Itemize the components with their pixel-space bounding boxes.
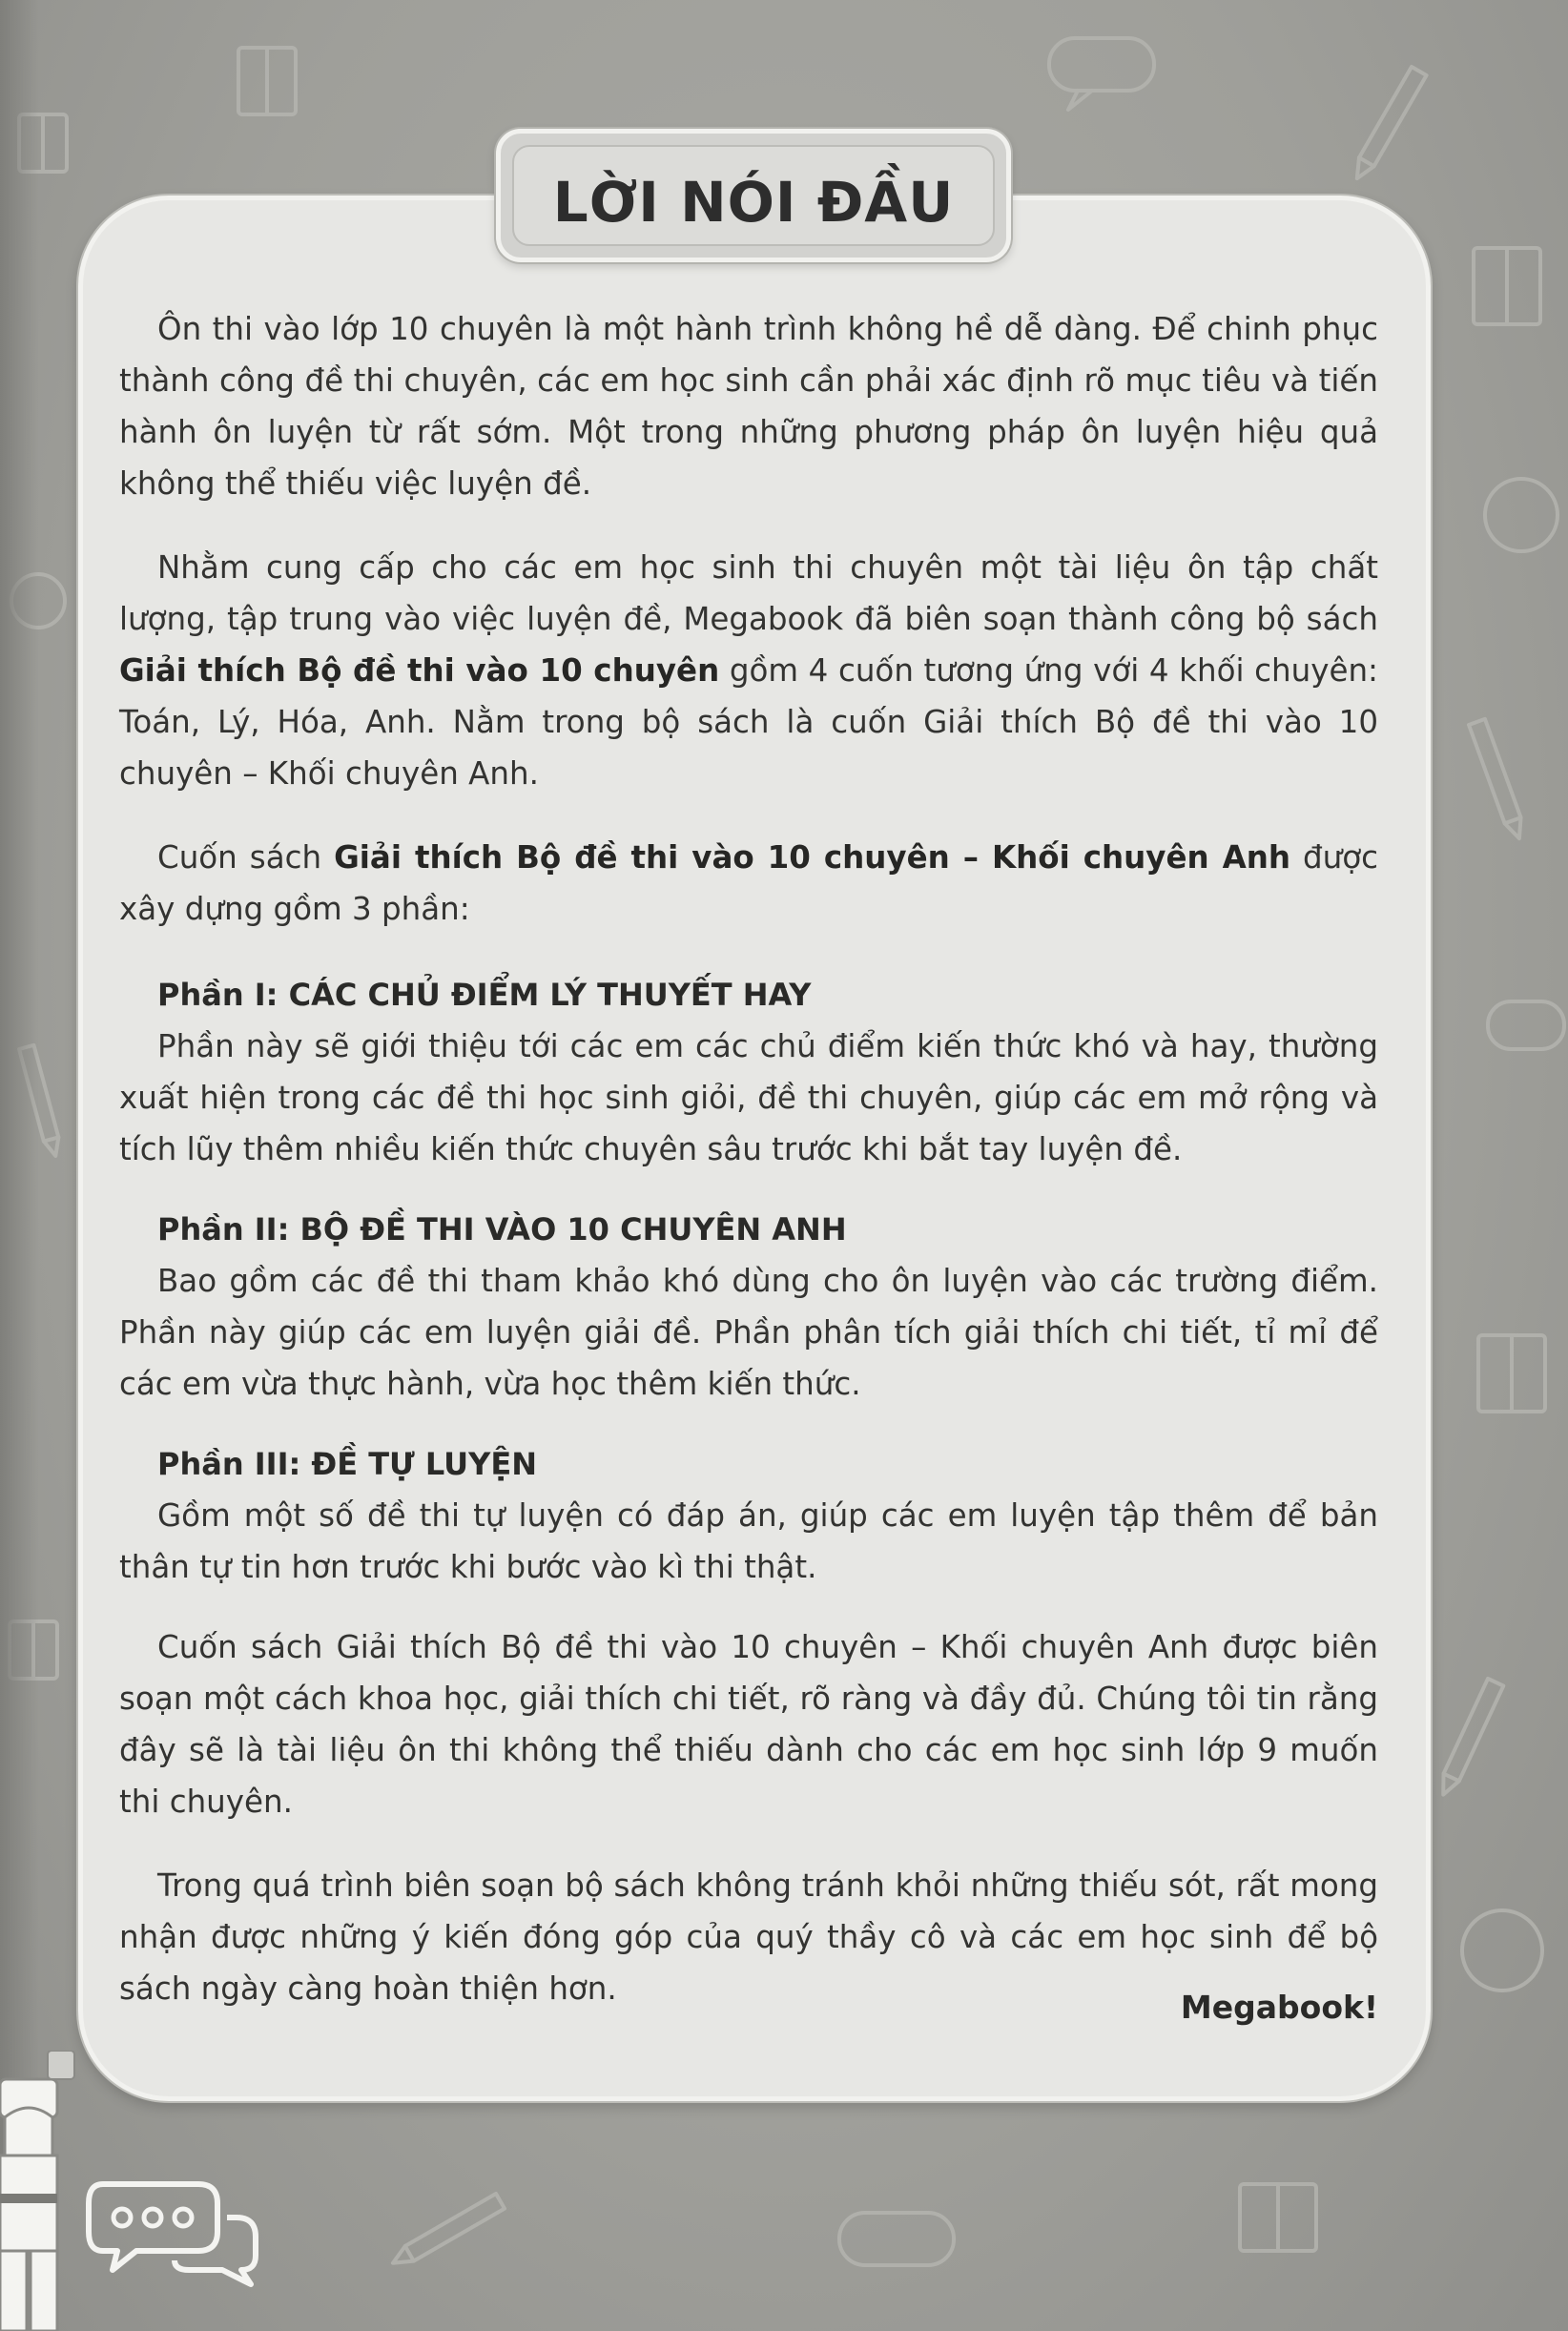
- speech-bubble-icon: [1462, 1910, 1542, 1991]
- intro-paragraph-2-text-b: gồm 4 cuốn tương ứng với 4 khối chuyên: Toán, Lý, Hóa, Anh. Nằm trong bộ sách là cuốn Giải thích Bộ đề thi vào 10 chuyên – Khối chuyên Anh.: [119, 652, 1378, 792]
- intro-paragraph-3: [119, 832, 1378, 935]
- intro-paragraph-2: [119, 542, 1378, 799]
- intro-paragraph-3-text-b: được xây dựng gồm 3 phần:: [119, 839, 1379, 927]
- soldier-figure: [0, 2051, 76, 2331]
- section-2-body: Bao gồm các đề thi tham khảo khó dùng cho ôn luyện vào các trường điểm. Phần này giúp các em luyện giải đề. Phần phân tích giải thích chi tiết, tỉ mỉ để các em vừa thực hành, vừa học thêm kiến thức.: [119, 1263, 1378, 1402]
- section-3-heading: Phần III: ĐỀ TỰ LUYỆN: [157, 1446, 537, 1482]
- book-icon: [238, 48, 296, 114]
- closing-paragraph-2: Trong quá trình biên soạn bộ sách không tránh khỏi những thiếu sót, rất mong nhận được những ý kiến đóng góp của quý thầy cô và các em học sinh để bộ sách ngày càng hoàn thiện hơn.: [119, 1867, 1378, 2007]
- preface-content: [119, 303, 1378, 2047]
- speech-bubble-icon: [839, 2213, 954, 2265]
- intro-paragraph-2-text-a: Nhằm cung cấp cho các em học sinh thi chuyên một tài liệu ôn tập chất lượng, tập trung vào việc luyện đề, Megabook đã biên soạn thành công bộ sách: [119, 549, 1378, 637]
- book-title-bold: Giải thích Bộ đề thi vào 10 chuyên: [119, 652, 720, 689]
- pencil-icon: [1469, 719, 1527, 841]
- page-gutter-shadow: [0, 0, 38, 2331]
- section-1-heading: Phần I: CÁC CHỦ ĐIỂM LÝ THUYẾT HAY: [157, 977, 812, 1013]
- intro-paragraph-1: Ôn thi vào lớp 10 chuyên là một hành trình không hề dễ dàng. Để chinh phục thành công đề thi chuyên, các em học sinh cần phải xác định rõ mục tiêu và tiến hành ôn luyện từ rất sớm. Một trong những phương pháp ôn luyện hiệu quả không thể thiếu việc luyện đề.: [119, 311, 1378, 502]
- chat-bubble-icon: [84, 2175, 265, 2289]
- book-icon: [1474, 248, 1540, 324]
- section-2-heading: Phần II: BỘ ĐỀ THI VÀO 10 CHUYÊN ANH: [157, 1211, 847, 1248]
- signature: Megabook!: [1180, 1989, 1378, 2026]
- speech-bubble-icon: [1485, 479, 1558, 551]
- book-icon: [1240, 2184, 1316, 2251]
- intro-paragraph-3-text-a: Cuốn sách: [157, 839, 335, 876]
- title-tab: [496, 129, 1011, 262]
- section-3-body: Gồm một số đề thi tự luyện có đáp án, giúp các em luyện tập thêm để bản thân tự tin hơn trước khi bước vào kì thi thật.: [119, 1497, 1378, 1585]
- speech-bubble-icon: [1488, 1001, 1564, 1049]
- speech-bubble-icon: [1049, 38, 1154, 110]
- page-title: LỜI NÓI ĐẦU: [552, 170, 955, 235]
- book-icon: [1478, 1335, 1545, 1412]
- section-1-body: Phần này sẽ giới thiệu tới các em các chủ điểm kiến thức khó và hay, thường xuất hiện trong các đề thi học sinh giỏi, đề thi chuyên, giúp các em mở rộng và tích lũy thêm nhiều kiến thức chuyên sâu trước khi bắt tay luyện đề.: [119, 1028, 1378, 1167]
- pencil-icon: [1435, 1679, 1503, 1798]
- closing-paragraph-1: Cuốn sách Giải thích Bộ đề thi vào 10 chuyên – Khối chuyên Anh được biên soạn một cách khoa học, giải thích chi tiết, rõ ràng và đầy đủ. Chúng tôi tin rằng đây sẽ là tài liệu ôn thi không thể thiếu dành cho các em học sinh lớp 9 muốn thi chuyên.: [119, 1629, 1378, 1820]
- pencil-icon: [388, 2194, 505, 2271]
- pencil-icon: [1350, 67, 1427, 183]
- book-full-title-bold: Giải thích Bộ đề thi vào 10 chuyên – Khối chuyên Anh: [334, 839, 1291, 876]
